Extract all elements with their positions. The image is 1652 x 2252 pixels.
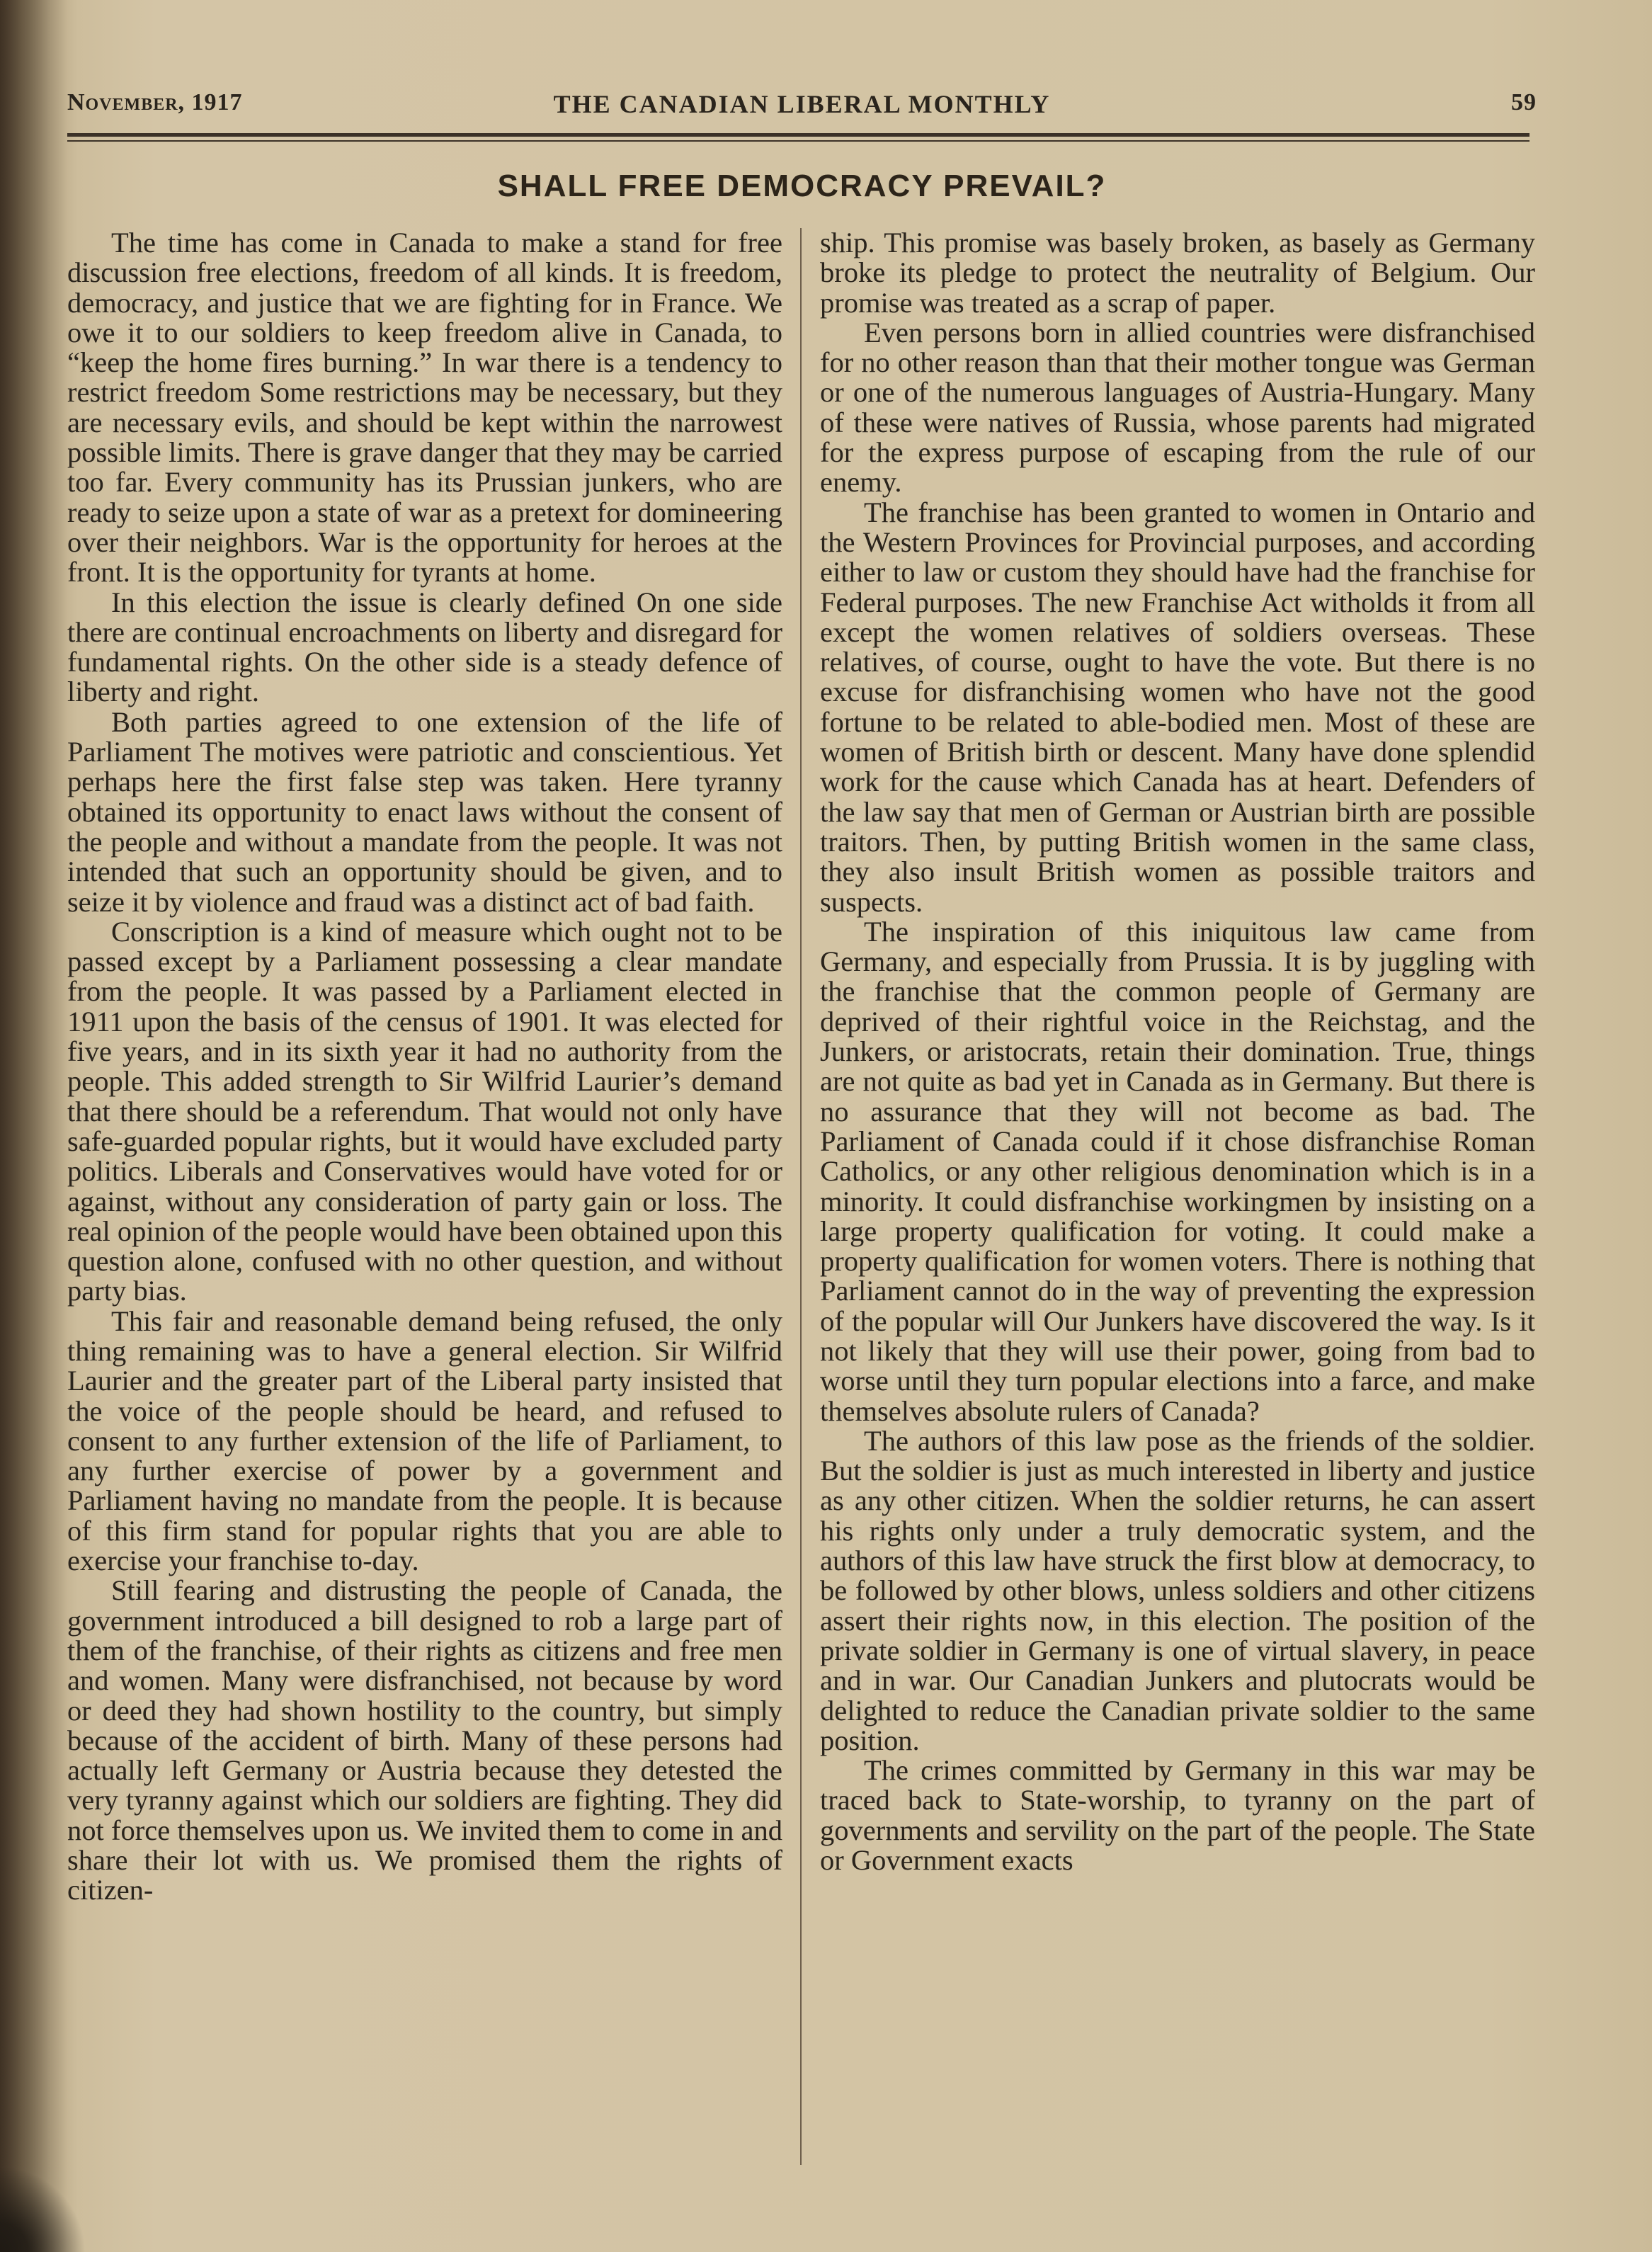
running-header — [67, 84, 1537, 126]
right-column — [820, 228, 1535, 1875]
paragraph: The authors of this law pose as the friends of the soldier. But the soldier is just as much interested in liberty and justice as any other citizen. When the soldier returns, he can assert his rights only under a truly democratic system, and the authors of this law have struck the first blow at democracy, to be followed by other blows, unless soldiers and other citizens assert their rights now, in this election. The position of the private soldier in Germany is one of virtual slavery, in peace and in war. Our Canadian Junkers and plutocrats would be delighted to reduce the Canadian private soldier to the same position. — [820, 1424, 1535, 1756]
paragraph: Both parties agreed to one extension of the life of Parliament The motives were patriotic and conscientious. Yet perhaps here the first false step was taken. Here tyranny obtained its opportunity to enact laws without the consent of the people and without a mandate from the people. It was not intended that such an opportunity should be given, and to seize it by violence and fraud was a distinct act of bad faith. — [67, 705, 782, 918]
column-divider — [800, 228, 802, 2165]
issue-date: November, 1917 — [67, 89, 243, 115]
header-rule-thin — [67, 140, 1529, 142]
paragraph: Still fearing and distrusting the people of Canada, the government introduced a bill designed to rob a large part of them of the franchise, of their rights as citizens and free men and women. Many were disfranchised, not because by word or deed they had shown hostility to the country, but simply because of the accident of birth. Many of these persons had actually left Germany or Austria because they detested the very tyranny against which our soldiers are fighting. They did not force themselves upon us. We invited them to come in and share their lot with us. We promised them the rights of citizen- — [67, 1574, 782, 1906]
paragraph: Conscription is a kind of measure which ought not to be passed except by a Parliament possessing a clear mandate from the people. It was passed by a Parliament elected in 1911 upon the basis of the census of 1901. It was elected for five years, and in its sixth year it had no authority from the people. This added strength to Sir Wilfrid Laurier’s demand that there should be a referendum. That would not only have safe-guarded popular rights, but it would have excluded party politics. Liberals and Conservatives would have voted for or against, without any consideration of party gain or loss. The real opinion of the people would have been obtained upon this question alone, confused with no other question, and without party bias. — [67, 915, 782, 1307]
paragraph: The inspiration of this iniquitous law came from Germany, and especially from Prussia. It is by juggling with the franchise that the common people of Germany are deprived of their rightful voice in the Reichstag, and the Junkers, or aristocrats, retain their domination. True, things are not quite as bad yet in Canada as in Germany. But there is no assurance that they will not become as bad. The Parliament of Canada could if it chose disfranchise Roman Catholics, or any other religious denomination which is in a minority. It could disfranchise workingmen by insisting on a large property qualification for voting. It could make a property qualification for women voters. There is nothing that Parliament cannot do in the way of preventing the expression of the popular will Our Junkers have discovered the way. Is it not likely that they will use their power, going from bad to worse until they turn popular elections into a farce, and make themselves absolute rulers of Canada? — [820, 915, 1535, 1427]
article-title: SHALL FREE DEMOCRACY PREVAIL? — [497, 169, 1107, 203]
binding-shadow — [0, 0, 67, 2252]
page-number: 59 — [1511, 89, 1537, 115]
paragraph: The crimes committed by Germany in this war may be traced back to State-worship, to tyranny on the part of governments and servility on the part of the people. The State or Government exacts — [820, 1754, 1535, 1877]
publication-name: THE CANADIAN LIBERAL MONTHLY — [553, 90, 1051, 118]
paragraph: This fair and reasonable demand being refused, the only thing remaining was to have a general election. Sir Wilfrid Laurier and the greater part of the Liberal party insisted that the voice of the people should be heard, and refused to consent to any further extension of the life of Parliament, to any further exercise of power by a government and Parliament having no mandate from the people. It is because of this firm stand for popular rights that you are able to exercise your franchise to-day. — [67, 1304, 782, 1577]
header-rule-thick — [67, 133, 1529, 137]
paragraph: The franchise has been granted to women in Ontario and the Western Provinces for Provincial purposes, and according either to law or custom they should have had the franchise for Federal purposes. The new Franchise Act witholds it from all except the women relatives of soldiers overseas. These relatives, of course, ought to have the vote. But there is no excuse for disfranchising women who have not the good fortune to be related to able-bodied men. Most of these are women of British birth or descent. Many have done splendid work for the cause which Canada has at heart. Defenders of the law say that men of German or Austrian birth are possible traitors. Then, by putting British women in the same class, they also insult British women as possible traitors and suspects. — [820, 496, 1535, 918]
left-column — [67, 228, 782, 1906]
paragraph: In this election the issue is clearly defined On one side there are continual encroachments on liberty and disregard for fundamental rights. On the other side is a steady defence of liberty and right. — [67, 586, 782, 708]
page-corner-shadow — [0, 2167, 85, 2252]
paragraph: The time has come in Canada to make a stand for free discussion free elections, freedom of all kinds. It is freedom, democracy, and justice that we are fighting for in France. We owe it to our soldiers to keep freedom alive in Canada, to “keep the home fires burning.” In war there is a tendency to restrict freedom Some restrictions may be necessary, but they are necessary evils, and should be kept within the narrowest possible limits. There is grave danger that they may be carried too far. Every community has its Prussian junkers, who are ready to seize upon a state of war as a pretext for domineering over their neighbors. War is the opportunity for heroes at the front. It is the opportunity for tyrants at home. — [67, 227, 782, 588]
paragraph: Even persons born in allied countries were disfranchised for no other reason than that their mother tongue was German or one of the numerous languages of Austria-Hungary. Many of these were natives of Russia, whose parents had migrated for the express purpose of escaping from the rule of our enemy. — [820, 316, 1535, 499]
paragraph-continuation: ship. This promise was basely broken, as basely as Germany broke its pledge to protect the neutrality of Belgium. Our promise was treated as a scrap of paper. — [820, 227, 1535, 319]
